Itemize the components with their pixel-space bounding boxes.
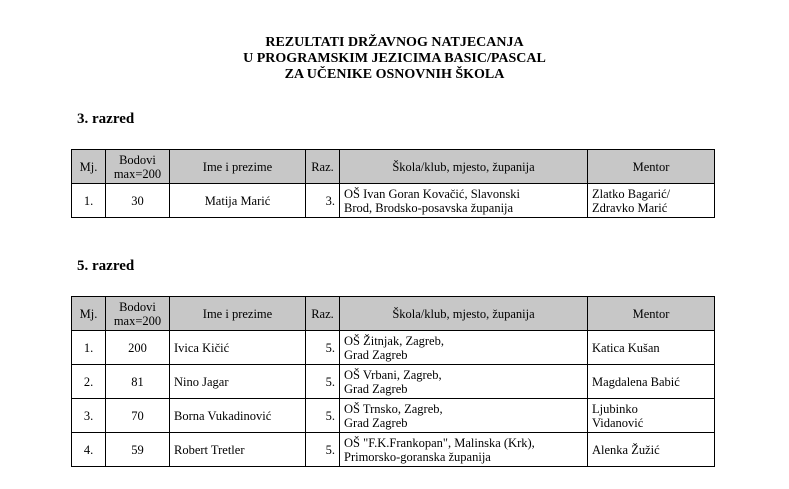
col-points-header	[106, 297, 170, 331]
cell-mentor-line1: Ljubinko	[592, 401, 638, 416]
table-row	[72, 365, 715, 399]
col-school-header: Škola/klub, mjesto, županija	[340, 297, 588, 331]
col-name-header: Ime i prezime	[170, 150, 306, 184]
cell-points: 200	[106, 331, 170, 365]
cell-school-line2: Brod, Brodsko-posavska županija	[344, 200, 514, 215]
cell-school-line2: Grad Zagreb	[344, 415, 408, 430]
cell-school	[340, 365, 588, 399]
cell-name: Matija Marić	[170, 184, 306, 218]
cell-school	[340, 433, 588, 467]
col-grade-header: Raz.	[306, 150, 340, 184]
cell-school-line1: OŠ "F.K.Frankopan", Malinska (Krk),	[344, 435, 535, 450]
col-points-header-line1: Bodovi	[119, 152, 156, 167]
col-points-header-line2: max=200	[113, 313, 162, 328]
cell-points: 70	[106, 399, 170, 433]
cell-mentor-line1: Zlatko Bagarić/	[592, 186, 671, 201]
cell-school-line1: OŠ Vrbani, Zagreb,	[344, 367, 442, 382]
document-title	[0, 35, 789, 83]
cell-points: 59	[106, 433, 170, 467]
title-line-2: U PROGRAMSKIM JEZICIMA BASIC/PASCAL	[243, 51, 546, 66]
cell-grade: 3.	[306, 184, 340, 218]
cell-mentor-line2: Vidanović	[592, 415, 644, 430]
cell-points: 30	[106, 184, 170, 218]
title-line-1: REZULTATI DRŽAVNOG NATJECANJA	[265, 35, 524, 50]
col-rank-header: Mj.	[72, 297, 106, 331]
table-row	[72, 399, 715, 433]
cell-school-line1: OŠ Žitnjak, Zagreb,	[344, 333, 444, 348]
results-table-grade-5	[71, 296, 715, 467]
cell-mentor-line2: Zdravko Marić	[592, 200, 668, 215]
cell-mentor: Katica Kušan	[588, 331, 715, 365]
table-header-row	[72, 150, 715, 184]
cell-mentor	[588, 184, 715, 218]
cell-school-line2: Grad Zagreb	[344, 381, 408, 396]
cell-rank: 1.	[72, 331, 106, 365]
cell-mentor: Alenka Žužić	[588, 433, 715, 467]
cell-mentor: Magdalena Babić	[588, 365, 715, 399]
cell-points: 81	[106, 365, 170, 399]
cell-grade: 5.	[306, 365, 340, 399]
cell-school	[340, 331, 588, 365]
cell-mentor	[588, 399, 715, 433]
table-row	[72, 433, 715, 467]
cell-grade: 5.	[306, 433, 340, 467]
table-row	[72, 331, 715, 365]
col-points-header-line1: Bodovi	[119, 299, 156, 314]
cell-name: Ivica Kičić	[170, 331, 306, 365]
cell-school-line2: Grad Zagreb	[344, 347, 408, 362]
cell-school-line2: Primorsko-goranska županija	[344, 449, 491, 464]
table-row	[72, 184, 715, 218]
cell-rank: 2.	[72, 365, 106, 399]
table-header-row	[72, 297, 715, 331]
cell-name: Borna Vukadinović	[170, 399, 306, 433]
cell-school	[340, 184, 588, 218]
cell-school-line1: OŠ Trnsko, Zagreb,	[344, 401, 443, 416]
col-school-header: Škola/klub, mjesto, županija	[340, 150, 588, 184]
col-mentor-header: Mentor	[588, 150, 715, 184]
section-heading-grade-5: 5. razred	[77, 258, 135, 274]
cell-grade: 5.	[306, 331, 340, 365]
cell-school-line1: OŠ Ivan Goran Kovačić, Slavonski	[344, 186, 521, 201]
title-line-3: ZA UČENIKE OSNOVNIH ŠKOLA	[284, 67, 505, 82]
col-name-header: Ime i prezime	[170, 297, 306, 331]
cell-name: Nino Jagar	[170, 365, 306, 399]
col-points-header-line2: max=200	[113, 166, 162, 181]
section-heading-grade-3: 3. razred	[77, 111, 135, 127]
col-rank-header: Mj.	[72, 150, 106, 184]
cell-rank: 4.	[72, 433, 106, 467]
col-grade-header: Raz.	[306, 297, 340, 331]
cell-name: Robert Tretler	[170, 433, 306, 467]
col-mentor-header: Mentor	[588, 297, 715, 331]
cell-grade: 5.	[306, 399, 340, 433]
cell-school	[340, 399, 588, 433]
cell-rank: 3.	[72, 399, 106, 433]
results-table-grade-3	[71, 149, 715, 218]
cell-rank: 1.	[72, 184, 106, 218]
col-points-header	[106, 150, 170, 184]
